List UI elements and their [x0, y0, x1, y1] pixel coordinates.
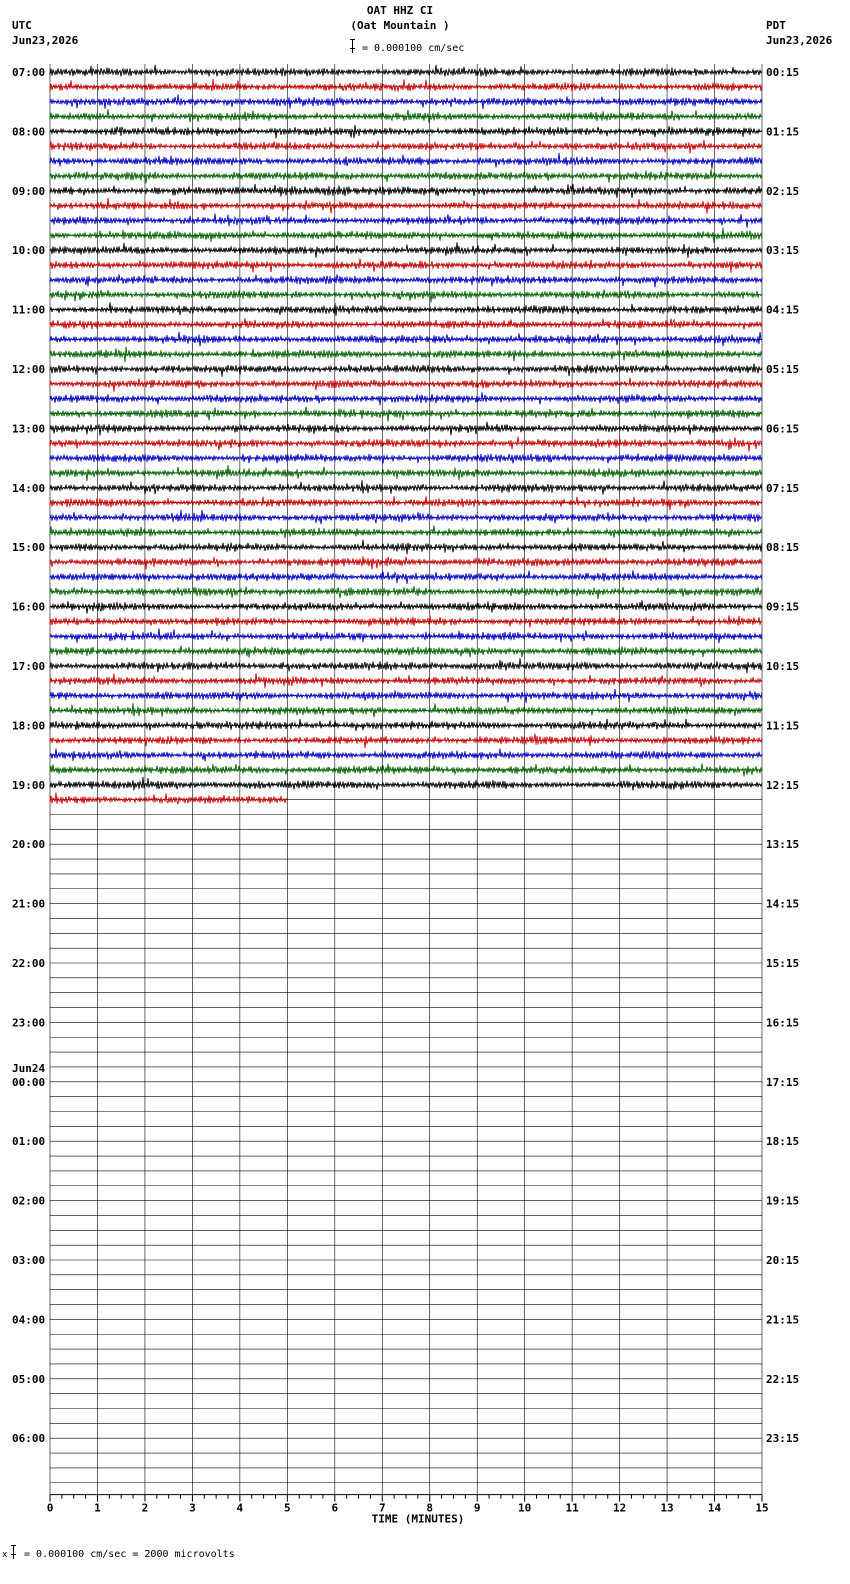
right-hour-label: 11:15	[766, 719, 800, 733]
x-tick-label: 8	[426, 1501, 434, 1515]
footer-scale-bar-icon	[11, 1545, 16, 1559]
left-hour-label: 05:00	[12, 1372, 46, 1386]
left-hour-label: 15:00	[12, 541, 46, 555]
x-tick-label: 15	[755, 1501, 769, 1515]
right-timezone: PDT	[766, 19, 786, 32]
left-date-label: Jun24	[12, 1061, 46, 1075]
seismic-trace	[50, 689, 762, 703]
right-hour-label: 00:15	[766, 66, 800, 79]
seismic-trace	[50, 378, 762, 392]
seismic-trace	[50, 777, 762, 791]
left-timezone: UTC	[12, 19, 32, 32]
station-title: OAT HHZ CI	[366, 4, 434, 17]
seismic-trace	[50, 407, 762, 422]
left-hour-label: 22:00	[12, 957, 46, 970]
footer-scale-label: = 0.000100 cm/sec = 2000 microvolts	[24, 1549, 235, 1560]
seismic-trace	[50, 65, 762, 77]
right-hour-label: 09:15	[766, 600, 800, 614]
right-hour-label: 15:15	[766, 957, 800, 970]
left-hour-label: 19:00	[12, 778, 46, 792]
right-hour-label: 20:15	[766, 1254, 800, 1267]
seismic-trace	[50, 734, 762, 749]
seismic-trace	[50, 719, 762, 731]
left-hour-label: 09:00	[12, 184, 46, 198]
x-tick-label: 13	[660, 1501, 674, 1515]
x-tick-label: 11	[565, 1501, 579, 1515]
left-hour-label: 07:00	[12, 66, 46, 79]
seismic-trace	[50, 258, 762, 272]
right-hour-label: 02:15	[766, 184, 800, 198]
seismic-trace	[50, 109, 762, 122]
seismic-trace	[50, 586, 762, 599]
right-hour-label: 21:15	[766, 1313, 800, 1327]
left-hour-label: 06:00	[12, 1432, 46, 1446]
x-tick-label: 14	[707, 1501, 722, 1515]
seismic-trace	[50, 615, 762, 627]
left-hour-label: 17:00	[12, 660, 46, 673]
right-hour-label: 07:15	[766, 481, 800, 495]
seismic-trace	[50, 94, 762, 109]
x-tick-label: 10	[518, 1501, 532, 1515]
seismic-trace	[50, 79, 762, 91]
scale-label: = 0.000100 cm/sec	[362, 43, 465, 54]
x-tick-label: 0	[46, 1501, 54, 1515]
left-date: Jun23,2026	[12, 34, 79, 47]
left-hour-label: 10:00	[12, 244, 46, 258]
seismic-trace	[50, 480, 762, 494]
seismic-trace	[50, 437, 762, 452]
seismic-trace	[50, 496, 762, 510]
right-hour-label: 12:15	[766, 778, 800, 792]
right-hour-label: 05:15	[766, 363, 800, 376]
seismic-trace	[50, 302, 762, 316]
right-hour-label: 01:15	[766, 125, 800, 139]
seismic-trace	[50, 318, 762, 329]
right-hour-label: 22:15	[766, 1372, 800, 1386]
seismic-trace	[50, 184, 762, 198]
seismic-trace	[50, 510, 762, 524]
left-hour-label: 20:00	[12, 838, 46, 852]
seismic-trace	[50, 628, 762, 643]
x-tick-label: 6	[331, 1501, 339, 1515]
left-hour-label: 01:00	[12, 1135, 46, 1149]
left-hour-label: 04:00	[12, 1313, 46, 1327]
seismic-trace	[50, 570, 762, 584]
x-tick-label: 12	[612, 1501, 627, 1515]
left-hour-label: 23:00	[12, 1016, 46, 1030]
seismic-trace	[50, 347, 762, 363]
seismic-trace	[50, 600, 762, 613]
right-hour-label: 23:15	[766, 1432, 800, 1446]
label-layer	[12, 66, 799, 1526]
right-hour-label: 18:15	[766, 1135, 800, 1149]
left-hour-label: 12:00	[12, 363, 46, 376]
x-tick-label: 1	[94, 1501, 101, 1515]
left-hour-label: 00:00	[12, 1075, 46, 1089]
seismic-trace	[50, 332, 762, 347]
right-hour-label: 04:15	[766, 303, 800, 317]
station-location: (Oat Mountain )	[350, 19, 450, 32]
x-tick-label: 9	[473, 1501, 481, 1515]
right-hour-label: 14:15	[766, 897, 800, 911]
x-tick-label: 5	[284, 1501, 291, 1515]
left-hour-label: 03:00	[12, 1254, 46, 1267]
seismic-trace	[50, 169, 762, 183]
seismic-trace	[50, 453, 762, 463]
left-hour-label: 16:00	[12, 600, 46, 614]
seismic-trace	[50, 703, 762, 717]
x-tick-label: 3	[189, 1501, 196, 1515]
seismic-trace	[50, 465, 762, 481]
left-hour-label: 11:00	[12, 303, 46, 317]
x-axis-label: TIME (MINUTES)	[371, 1512, 465, 1526]
seismic-trace	[50, 525, 762, 538]
seismic-trace	[50, 793, 287, 805]
right-hour-label: 08:15	[766, 541, 800, 555]
seismic-trace	[50, 289, 762, 302]
right-hour-label: 17:15	[766, 1075, 800, 1089]
x-tick-label: 7	[378, 1501, 386, 1515]
left-hour-label: 02:00	[12, 1194, 46, 1208]
footer-marker: x	[2, 1550, 8, 1560]
seismic-trace	[50, 556, 762, 569]
right-hour-label: 03:15	[766, 244, 800, 258]
x-tick-label: 2	[141, 1501, 149, 1515]
right-hour-label: 10:15	[766, 660, 800, 673]
seismic-trace	[50, 274, 762, 287]
seismic-trace	[50, 646, 762, 658]
right-hour-label: 16:15	[766, 1016, 800, 1030]
left-hour-label: 18:00	[12, 719, 46, 733]
right-hour-label: 13:15	[766, 838, 800, 852]
right-date: Jun23,2026	[766, 34, 833, 47]
left-hour-label: 08:00	[12, 125, 46, 139]
x-tick-label: 4	[236, 1501, 244, 1515]
left-hour-label: 13:00	[12, 422, 46, 436]
right-hour-label: 19:15	[766, 1194, 800, 1208]
seismic-trace	[50, 140, 762, 153]
seismic-trace	[50, 153, 762, 169]
seismic-trace	[50, 363, 762, 376]
left-hour-label: 14:00	[12, 481, 46, 495]
left-hour-label: 21:00	[12, 897, 46, 911]
seismic-trace	[50, 658, 762, 673]
right-hour-label: 06:15	[766, 422, 800, 436]
